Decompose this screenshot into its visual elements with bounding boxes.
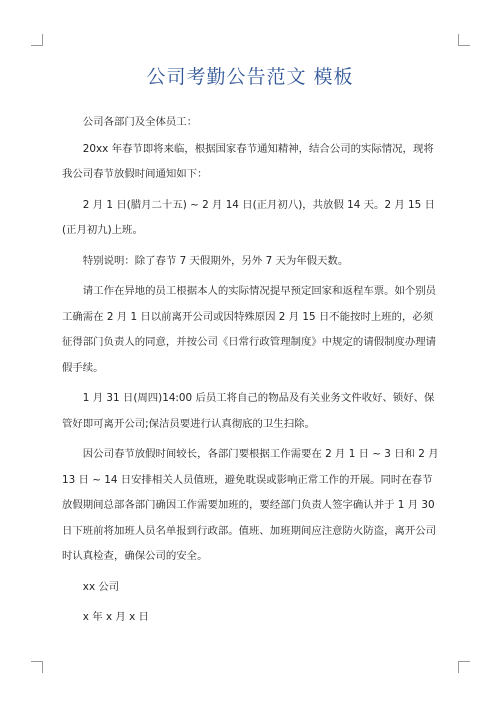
- document-title: 公司考勤公告范文 模板: [146, 66, 354, 88]
- corner-mark-bottom-right: [458, 661, 470, 673]
- paragraph-intro: 20xx 年春节即将来临，根据国家春节通知精神，结合公司的实际情况，现将我公司春节放假时间通知如下：: [62, 142, 434, 181]
- corner-mark-top-left: [31, 34, 43, 46]
- paragraph-duty-arrangement: 因公司春节放假时间较长，各部门要根据工作需要在 2 月 1 日 ~ 3 日和 2 月 13 日 ~ 14 日安排相关人员值班，避免耽误或影响正常工作的开展。同时在春节放假期间总部各部门确因工作需要加班的，要经部门负责人签字确认并于 1 月 30 日下班前将加班人员名单报到行政部。值班、加班期间应注意防火防盗，离开公司时认真检查，确保公司的安全。: [62, 448, 439, 563]
- paragraph-last-day: 1 月 31 日(周四)14:00 后员工将自己的物品及有关业务文件收好、锁好、保管好即可离开公司;保洁员要进行认真彻底的卫生扫除。: [62, 392, 435, 430]
- paragraph-holiday-dates: 2 月 1 日(腊月二十五) ~ 2 月 14 日(正月初八)，共放假 14 天。2 月 15 日(正月初九)上班。: [62, 198, 435, 237]
- signature-company: xx 公司: [82, 580, 120, 593]
- paragraph-leave-rules: 请工作在异地的员工根据本人的实际情况提早预定回家和返程车票。如个别员工确需在 2 月 1 日以前离开公司或因特殊原因 2 月 15 日不能按时上班的，必须征得部门负责人的同意，并按公司《日常行政管理制度》中规定的请假制度办理请假手续。: [62, 284, 437, 374]
- document-body: [62, 110, 440, 636]
- corner-mark-top-right: [458, 34, 470, 46]
- corner-mark-bottom-left: [31, 661, 43, 673]
- signature-date: x 年 x 月 x 日: [82, 611, 149, 624]
- paragraph-special-note: 特别说明：除了春节 7 天假期外，另外 7 天为年假天数。: [82, 254, 349, 267]
- salutation: 公司各部门及全体员工：: [82, 116, 198, 128]
